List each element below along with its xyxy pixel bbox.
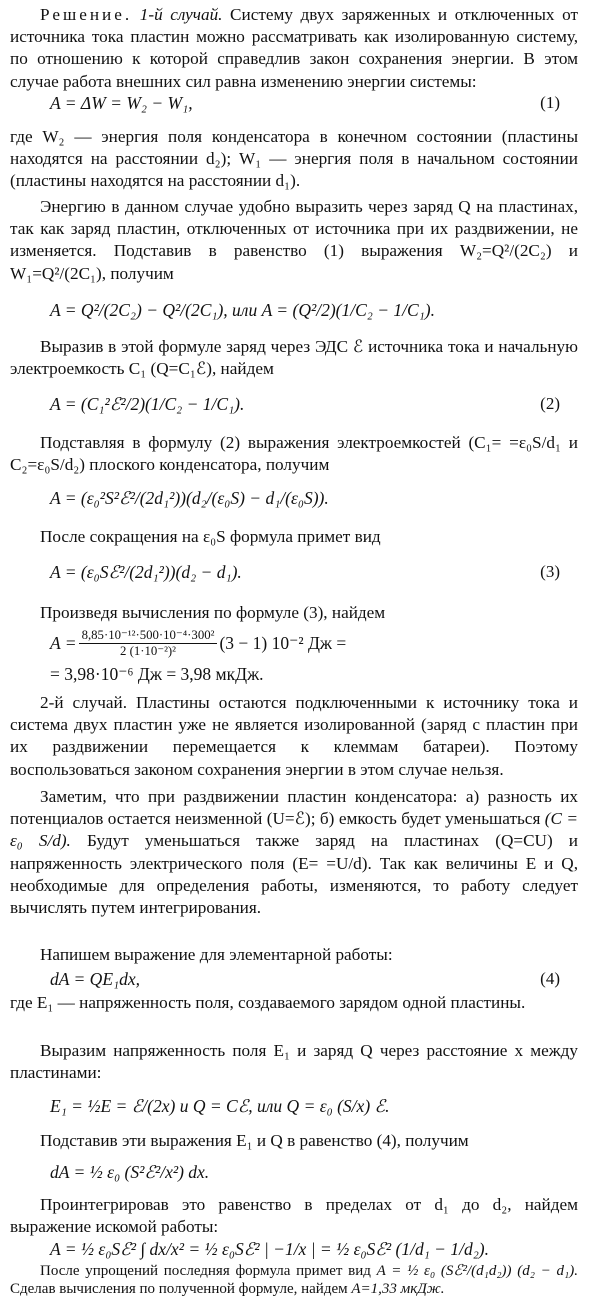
calc-denominator: 2 (1·10⁻²)² xyxy=(120,643,177,658)
calc-result-text: = 3,98·10⁻⁶ Дж = 3,98 мкДж. xyxy=(50,663,264,684)
paragraph-simplify: После сокращения на ε₀S формула примет вид xyxy=(40,527,381,546)
calc-lhs: A = xyxy=(50,632,77,653)
paragraph-elementary-work: Напишем выражение для элементарной работы: xyxy=(40,945,393,964)
equation-1-number: (1) xyxy=(540,93,560,112)
equation-2-number: (2) xyxy=(540,394,560,413)
equation-c-text: E₁ = ½E = ℰ/(2x) и Q = Cℰ, или Q = ε₀ (S/x) ℰ. xyxy=(50,1095,390,1116)
paragraph-integrate: Проинтегрировав это равенство в пределах от d₁ до d₂, найдем выражение искомой работы: xyxy=(10,1195,578,1237)
equation-d xyxy=(50,1152,576,1192)
equation-4 xyxy=(50,966,576,992)
calc-numerator: 8,85·10⁻¹²·500·10⁻⁴·300² xyxy=(79,628,218,644)
calculation xyxy=(50,624,576,662)
paragraph-substitute: Подставив эти выражения E₁ и Q в равенство (4), получим xyxy=(40,1131,469,1150)
capacitance-formula: (C = ε₀ S/d). xyxy=(10,809,578,851)
equation-2-text: A = (C₁²ℰ²/2)(1/C₂ − 1/C₁). xyxy=(50,393,245,414)
equation-b xyxy=(50,478,576,518)
paragraph-final xyxy=(10,1262,578,1298)
calc-rest: (3 − 1) 10⁻² Дж = xyxy=(219,632,347,653)
equation-1-text: A = ΔW = W₂ − W₁, xyxy=(50,92,193,113)
paragraph-emf: Выразив в этой формуле заряд через ЭДС ℰ источника тока и начальную электроемкость C₁ (Q=C₁ℰ), найдем xyxy=(10,337,578,379)
calc-fraction xyxy=(79,628,218,659)
final-answer: A=1,33 мкДж. xyxy=(351,1281,445,1297)
paragraph-express-fields: Выразим напряженность поля E₁ и заряд Q через расстояние x между пластинами: xyxy=(10,1041,578,1083)
equation-b-text: A = (ε₀²S²ℰ²/(2d₁²))(d₂/(ε₀S) − d₁/(ε₀S)). xyxy=(50,487,329,508)
text-after-simplify: После упрощений последняя формула примет вид xyxy=(40,1263,371,1279)
equation-a-text: A = Q²/(2C₂) − Q²/(2C₁), или A = (Q²/2)(1/C₂ − 1/C₁). xyxy=(50,299,435,320)
equation-e xyxy=(50,1234,576,1264)
paragraph-capacitances: Подставляя в формулу (2) выражения электроемкостей (C₁= =ε₀S/d₁ и C₂=ε₀S/d₂) плоского конденсатора, получим xyxy=(10,433,578,475)
paragraph-observations xyxy=(10,786,578,919)
equation-3 xyxy=(50,552,576,592)
text-observations-b: Будут уменьшаться также заряд на пластинах (Q=CU) и напряженность электрического поля (E= =U/d). Так как величины E и Q, необходимые для определения работы, изменяются, то работу следует вычислять путем интегрирования. xyxy=(10,831,578,918)
equation-f-text: A = ½ ε₀ (Sℰ²/(d₁d₂)) (d₂ − d₁). xyxy=(376,1263,579,1279)
paragraph-energy-via-charge: Энергию в данном случае удобно выразить через заряд Q на пластинах, так как заряд пластин, отключенных от источника при их раздвижении, не изменяется. Подставив в равенство (1) выражения W₂=Q²/(2C₂) и W₁=Q²/(2C₁), получим xyxy=(10,197,578,283)
text-observations-a: Заметим, что при раздвижении пластин конденсатора: а) разность их потенциалов остается неизменной (U=ℰ); б) емкость будет уменьшаться xyxy=(10,787,578,829)
equation-2 xyxy=(50,384,576,424)
equation-1 xyxy=(50,90,576,116)
paragraph-e1-definition: где E₁ — напряженность поля, создаваемого зарядом одной пластины. xyxy=(10,993,526,1012)
equation-4-number: (4) xyxy=(540,969,560,988)
equation-a xyxy=(50,290,576,330)
paragraph-case1-intro: Решение. 1-й случай. Систему двух заряженных и отключенных от источника тока пластин можно рассматривать как изолированную систему, по отношению к которой справедлив закон сохранения энергии. В этом случае работа внешних сил равна изменению энергии системы: xyxy=(10,5,578,91)
equation-d-text: dA = ½ ε₀ (S²ℰ²/x²) dx. xyxy=(50,1161,210,1182)
paragraph-compute: Произведя вычисления по формуле (3), найдем xyxy=(40,603,386,622)
equation-e-text: A = ½ ε₀Sℰ² ∫ dx/x² = ½ ε₀Sℰ² | −1/x | = ½ ε₀Sℰ² (1/d₁ − 1/d₂). xyxy=(50,1238,489,1259)
equation-c xyxy=(50,1086,576,1126)
paragraph-case2: 2-й случай. Пластины остаются подключенными к источнику тока и система двух пластин уже не является изолированной (заряд с пластин при их раздвижении перемещается к клеммам батареи). Поэтому воспользоваться законом сохранения энергии в этом случае нельзя. xyxy=(10,693,578,779)
equation-4-text: dA = QE₁dx, xyxy=(50,968,140,989)
equation-3-number: (3) xyxy=(540,562,560,581)
paragraph-w-definitions: где W₂ — энергия поля конденсатора в конечном состоянии (пластины находятся на расстоянии d₂); W₁ — энергия поля в начальном состоянии (пластины находятся на расстоянии d₁). xyxy=(10,127,578,191)
equation-3-text: A = (ε₀Sℰ²/(2d₁²))(d₂ − d₁). xyxy=(50,561,242,582)
calculation-result xyxy=(50,662,576,686)
text-compute-final: Сделав вычисления по полученной формуле, найдем xyxy=(10,1281,348,1297)
